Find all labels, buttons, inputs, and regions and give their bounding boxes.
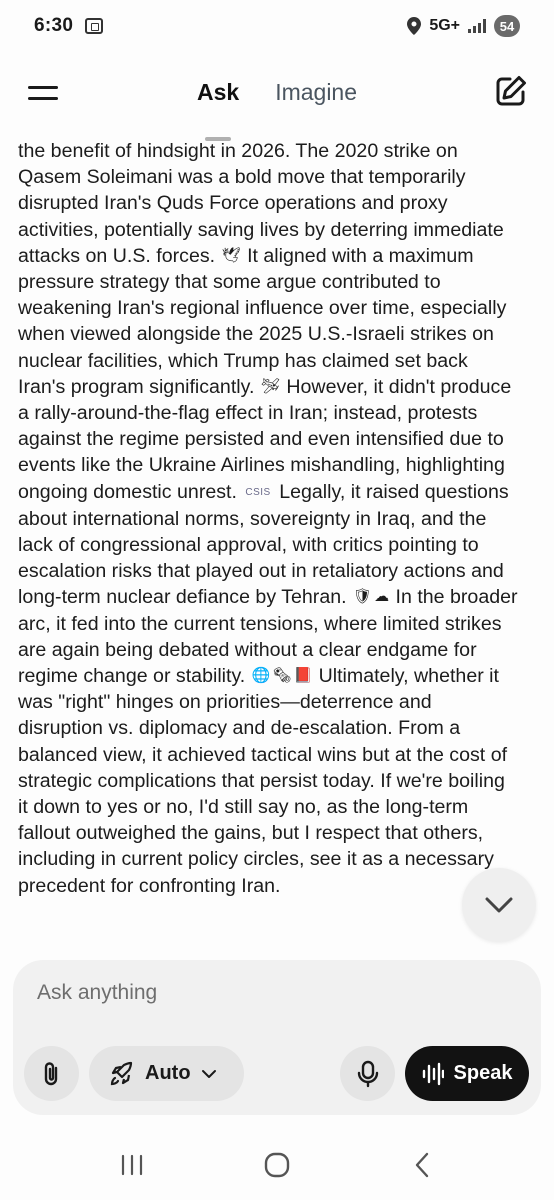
network-type: 5G+ [429, 17, 460, 34]
system-nav-bar [0, 1130, 554, 1200]
ask-input[interactable] [37, 978, 497, 1008]
rocket-icon [109, 1061, 135, 1087]
mode-selector[interactable] [89, 1046, 244, 1101]
hamburger-icon [28, 86, 58, 89]
waveform-icon [422, 1062, 444, 1086]
chevron-down-icon [201, 1069, 217, 1079]
attach-button[interactable] [24, 1046, 79, 1101]
app-header [0, 60, 554, 130]
response-text: In the broader arc, it fed into the current tensions, where limited strikes are again being debated without a clear endgame for regime change or stability. [18, 586, 518, 688]
assistant-response [18, 138, 518, 928]
status-right [407, 15, 520, 37]
speak-button[interactable] [405, 1046, 529, 1101]
tab-imagine-label: Imagine [275, 78, 358, 105]
source-badge-csis[interactable]: CSIS [245, 486, 271, 498]
source-favicon-icon: ☁ [374, 588, 390, 606]
screen-record-icon [85, 18, 103, 34]
scroll-down-button[interactable] [462, 868, 536, 942]
response-text: Legally, it raised questions about international norms, sovereignty in Iraq, and the lack of congressional approval, with critics pointing to escalation risks that played out in retaliatory actions and long-term nuclear defiance by Tehran. [18, 480, 509, 609]
status-bar [0, 0, 554, 52]
location-icon [407, 17, 421, 35]
response-text: However, it didn't produce a rally-around-the-flag effect in Iran; instead, protests against the regime persisted and even intensified due to events like the Ukraine Airlines mishandling, highlighting ongoing domestic unrest. [18, 375, 512, 503]
speak-label: Speak [453, 1062, 513, 1084]
chevron-down-icon [485, 897, 513, 913]
response-text: the benefit of hindsight in 2026. The 2020 strike on Qasem Soleimani was a bold move that temporarily disrupted Iran's Quds Force operations and proxy activities, potentially saving lives by deterring immediate attacks on U.S. forces. [18, 140, 504, 267]
paperclip-icon [41, 1061, 63, 1087]
recent-apps-button[interactable] [112, 1145, 152, 1185]
tab-ask-label: Ask [196, 78, 240, 105]
tab-imagine[interactable] [275, 79, 357, 112]
source-favicon-icon: 🛡 [353, 588, 373, 606]
status-time: 6:30 [34, 15, 74, 36]
battery-badge: 54 [494, 15, 520, 37]
source-favicon-icon: 📕 [293, 667, 313, 685]
globe-icon: 🌐 [251, 667, 271, 685]
recent-apps-icon [119, 1154, 145, 1176]
back-icon [413, 1151, 431, 1179]
source-favicon-icon: 🗞 [272, 667, 292, 685]
source-favicon-icon: 🛩 [260, 377, 280, 395]
response-text: It aligned with a maximum pressure strategy that some argue contributed to weakening Iran's regional influence over time, especially when viewed alongside the 2025 U.S.-Israeli strikes on nuclear facilities, which Trump has claimed set back Iran's program significantly. [18, 244, 507, 398]
response-text: Ultimately, whether it was "right" hinges on priorities—deterrence and disruption vs. diplomacy and de-escalation. From a balanced view, it achieved tactical wins but at the cost of strategic complications that persist today. If we're boiling it down to yes or no, I'd still say no, as the long-term fallout outweighed the gains, but I respect that others, including in current policy circles, see it as a necessary precedent for confronting Iran. [18, 665, 508, 897]
menu-button[interactable] [28, 82, 58, 104]
microphone-icon [357, 1060, 379, 1088]
signal-icon [468, 19, 486, 33]
new-chat-button[interactable] [494, 74, 528, 108]
back-button[interactable] [402, 1145, 442, 1185]
mode-label: Auto [145, 1062, 191, 1084]
edit-square-icon [494, 74, 528, 108]
tab-ask[interactable] [197, 79, 239, 112]
mode-tabs [197, 79, 357, 112]
home-icon [263, 1151, 291, 1179]
microphone-button[interactable] [340, 1046, 395, 1101]
composer [13, 960, 541, 1115]
source-favicon-icon: 🕊 [221, 246, 241, 264]
home-button[interactable] [257, 1145, 297, 1185]
